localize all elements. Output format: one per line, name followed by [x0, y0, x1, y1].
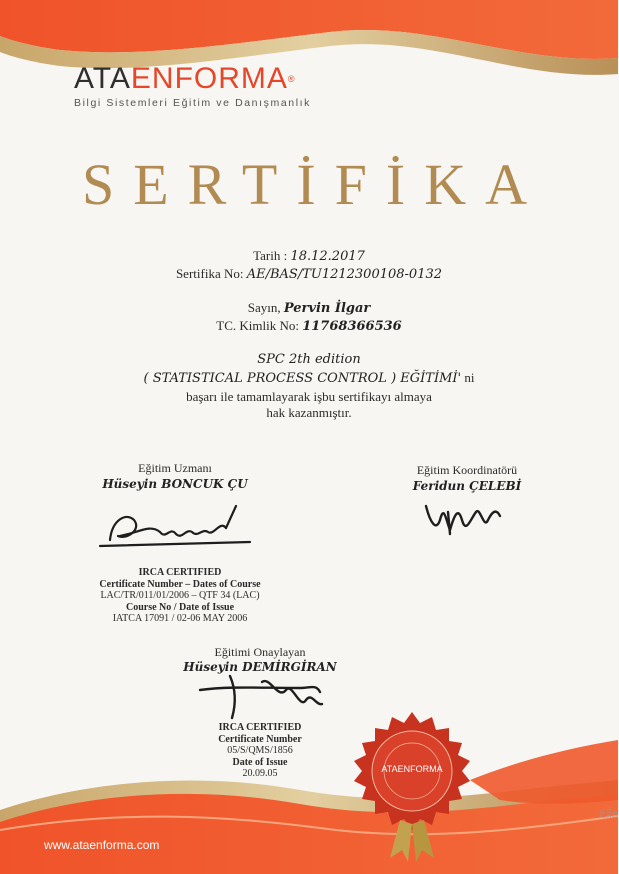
expert-cert-line2: LAC/TR/011/01/2006 – QTF 34 (LAC): [100, 590, 260, 601]
expert-cert-line1: Certificate Number – Dates of Course: [99, 578, 261, 590]
expert-certification: [80, 567, 280, 625]
approver-cert-line3: Date of Issue: [232, 756, 288, 768]
registered-mark: ®: [287, 74, 296, 84]
signature-approver: [200, 676, 322, 718]
cert-number-line: [0, 266, 618, 282]
company-logo: [74, 64, 296, 94]
salutation: Sayın,: [247, 300, 281, 315]
id-label: TC. Kimlik No:: [216, 318, 299, 333]
signature-coordinator: [426, 506, 500, 534]
expert-cert-title: IRCA CERTIFIED: [138, 567, 222, 578]
date-value: 18.12.2017: [290, 249, 365, 264]
date-line: [0, 248, 618, 264]
signature-expert: [100, 506, 250, 546]
recipient-name: Pervin İlgar: [283, 301, 371, 316]
website-link[interactable]: www.ataenforma.com: [44, 838, 160, 852]
company-tagline: Bilgi Sistemleri Eğitim ve Danışmanlık: [74, 97, 312, 109]
bottom-red-band: [0, 794, 618, 874]
completion-line-1: başarı ile tamamlayarak işbu sertifikayı almaya: [186, 389, 432, 404]
course-suffix: ni: [464, 370, 475, 385]
approver-cert-line4: 20.09.05: [242, 768, 278, 779]
cert-number-value: AE/BAS/TU1212300108-0132: [246, 267, 443, 282]
approver-cert-title: IRCA CERTIFIED: [218, 722, 302, 733]
expert-name: Hüseyin BONCUK ÇU: [102, 477, 248, 491]
coordinator-name: Feridun ÇELEBİ: [412, 479, 522, 493]
id-line: [0, 318, 618, 334]
course-title: ( STATISTICAL PROCESS CONTROL ) EĞİTİMİ': [143, 371, 462, 386]
certificate-title: SERTİFİKA: [82, 152, 546, 217]
approver-cert-line2: 05/S/QMS/1856: [227, 745, 293, 756]
course-title-line: [0, 370, 618, 386]
course-edition: SPC 2th edition: [257, 352, 361, 367]
approver-name: Hüseyin DEMİRGİRAN: [183, 660, 337, 674]
date-label: Tarih :: [253, 248, 288, 263]
expert-cert-line3: Course No / Date of Issue: [125, 601, 235, 613]
approver-role: Eğitimi Onaylayan: [214, 645, 306, 659]
approver-certification: [190, 722, 330, 780]
coordinator-role: Eğitim Koordinatörü: [416, 463, 518, 477]
logo-text-ata: ATA: [74, 62, 131, 95]
approver-cert-line1: Certificate Number: [218, 733, 302, 745]
expert-cert-line4: IATCA 17091 / 02-06 MAY 2006: [112, 613, 248, 624]
completion-line-2: hak kazanmıştır.: [266, 405, 352, 420]
seal-label: ATAENFORMA: [381, 764, 443, 774]
logo-text-enforma: ENFORMA: [130, 62, 288, 95]
expert-role: Eğitim Uzmanı: [138, 461, 212, 475]
id-value: 11768366536: [302, 319, 402, 334]
form-code: FR-301-03: [601, 805, 619, 818]
recipient-line: [0, 300, 618, 316]
top-red-band: [0, 0, 618, 59]
cert-number-label: Sertifika No:: [175, 266, 244, 281]
